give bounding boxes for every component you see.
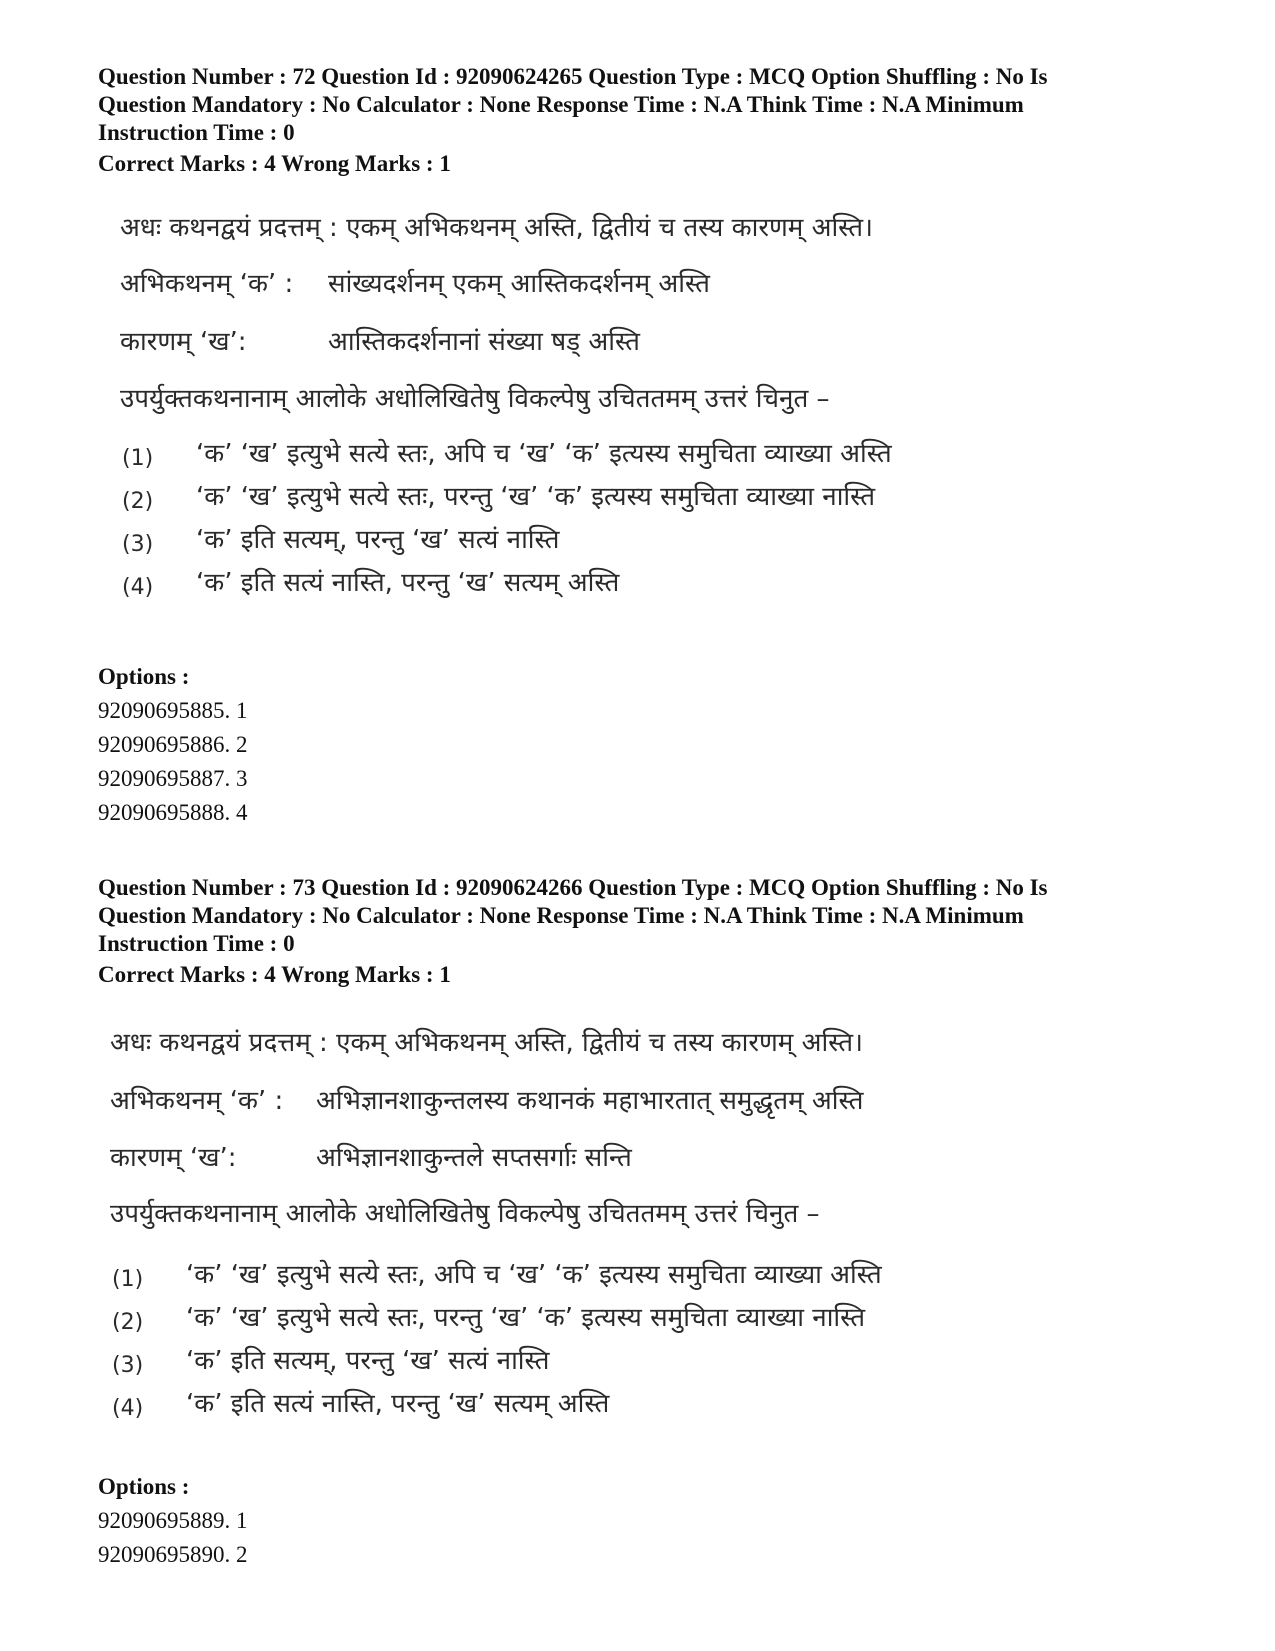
choice-text: ‘क’ इति सत्यम्, परन्तु ‘ख’ सत्यं नास्ति [186, 1346, 550, 1376]
option-item: 92090695890. 2 [98, 1542, 248, 1567]
choice-number: (1) [112, 1267, 144, 1292]
meta-line-3: Instruction Time : 0 [98, 931, 295, 956]
reason-label: कारणम् ‘ख’: [120, 327, 247, 357]
assertion-label: अभिकथनम् ‘क’ : [110, 1086, 284, 1116]
option-item: 92090695885. 1 [98, 698, 248, 723]
assertion-label: अभिकथनम् ‘क’ : [120, 269, 294, 299]
choice-text: ‘क’ ‘ख’ इत्युभे सत्ये स्तः, अपि च ‘ख’ ‘क’ इत्यस्य समुचिता व्याख्या अस्ति [196, 439, 892, 469]
assertion-text: सांख्यदर्शनम् एकम् आस्तिकदर्शनम् अस्ति [328, 269, 710, 299]
reason-text: आस्तिकदर्शनानां संख्या षड् अस्ति [328, 327, 640, 357]
choice-text: ‘क’ ‘ख’ इत्युभे सत्ये स्तः, अपि च ‘ख’ ‘क’ इत्यस्य समुचिता व्याख्या अस्ति [186, 1260, 882, 1290]
choice-number: (3) [112, 1353, 144, 1378]
reason-label: कारणम् ‘ख’: [110, 1143, 237, 1173]
choice-text: ‘क’ इति सत्यं नास्ति, परन्तु ‘ख’ सत्यम् अस्ति [196, 568, 620, 598]
choice-number: (4) [112, 1396, 144, 1421]
intro-line: अधः कथनद्वयं प्रदत्तम् : एकम् अभिकथनम् अस्ति, द्वितीयं च तस्य कारणम् अस्ति। [110, 1028, 863, 1058]
meta-line-2: Question Mandatory : No Calculator : None Response Time : N.A Think Time : N.A Minimum [98, 92, 1024, 117]
question-72-marks: Correct Marks : 4 Wrong Marks : 1 [98, 151, 451, 176]
options-heading: Options : [98, 1474, 190, 1499]
instruction-line: उपर्युक्तकथनानाम् आलोके अधोलिखितेषु विकल्पेषु उचिततमम् उत्तरं चिनुत – [110, 1199, 820, 1229]
meta-line-2: Question Mandatory : No Calculator : None Response Time : N.A Think Time : N.A Minimum [98, 903, 1024, 928]
meta-line-1: Question Number : 72 Question Id : 92090624265 Question Type : MCQ Option Shuffling : No Is [98, 64, 1048, 89]
choice-text: ‘क’ इति सत्यम्, परन्तु ‘ख’ सत्यं नास्ति [196, 525, 560, 555]
question-73-marks: Correct Marks : 4 Wrong Marks : 1 [98, 962, 451, 987]
intro-line: अधः कथनद्वयं प्रदत्तम् : एकम् अभिकथनम् अस्ति, द्वितीयं च तस्य कारणम् अस्ति। [120, 213, 873, 243]
choice-number: (2) [112, 1310, 144, 1335]
question-73-meta [98, 874, 1178, 958]
option-item: 92090695889. 1 [98, 1508, 248, 1533]
option-item: 92090695887. 3 [98, 766, 248, 791]
reason-text: अभिज्ञानशाकुन्तले सप्तसर्गाः सन्ति [316, 1143, 632, 1173]
option-item: 92090695888. 4 [98, 800, 248, 825]
choice-number: (2) [122, 489, 154, 514]
instruction-line: उपर्युक्तकथनानाम् आलोके अधोलिखितेषु विकल्पेषु उचिततमम् उत्तरं चिनुत – [120, 384, 830, 414]
meta-line-3: Instruction Time : 0 [98, 120, 295, 145]
choice-text: ‘क’ ‘ख’ इत्युभे सत्ये स्तः, परन्तु ‘ख’ ‘क’ इत्यस्य समुचिता व्याख्या नास्ति [186, 1303, 866, 1333]
option-item: 92090695886. 2 [98, 732, 248, 757]
choice-number: (3) [122, 532, 154, 557]
question-72-meta [98, 63, 1178, 147]
choice-number: (4) [122, 575, 154, 600]
meta-line-1: Question Number : 73 Question Id : 92090624266 Question Type : MCQ Option Shuffling : No Is [98, 875, 1048, 900]
assertion-text: अभिज्ञानशाकुन्तलस्य कथानकं महाभारतात् समुद्धृतम् अस्ति [316, 1086, 864, 1116]
choice-text: ‘क’ ‘ख’ इत्युभे सत्ये स्तः, परन्तु ‘ख’ ‘क’ इत्यस्य समुचिता व्याख्या नास्ति [196, 482, 876, 512]
choice-number: (1) [122, 446, 154, 471]
choice-text: ‘क’ इति सत्यं नास्ति, परन्तु ‘ख’ सत्यम् अस्ति [186, 1389, 610, 1419]
options-heading: Options : [98, 664, 190, 689]
